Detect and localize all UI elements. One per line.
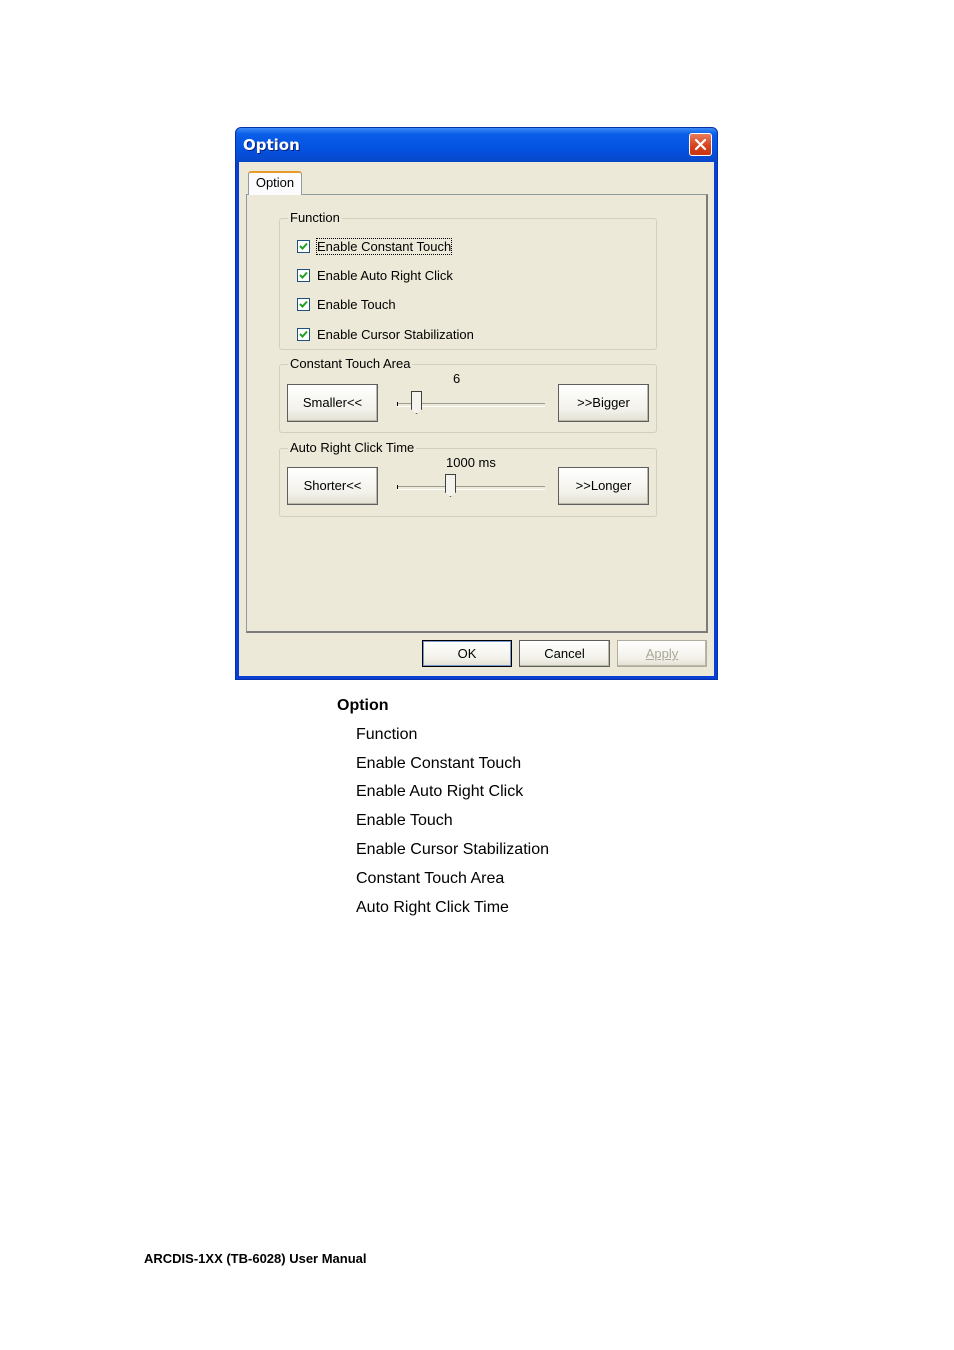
constant-touch-area-label: Constant Touch Area bbox=[290, 356, 411, 371]
auto-right-click-time-value: 1000 ms bbox=[446, 455, 496, 470]
enable-touch-checkbox[interactable] bbox=[297, 298, 310, 311]
close-icon bbox=[694, 138, 707, 151]
slider-tick bbox=[397, 485, 398, 489]
auto-right-click-time-group bbox=[279, 440, 657, 517]
option-dialog bbox=[235, 127, 718, 680]
dialog-client-area bbox=[239, 162, 714, 676]
check-icon bbox=[299, 300, 308, 309]
page-footer: ARCDIS-1XX (TB-6028) User Manual bbox=[144, 1251, 367, 1266]
list-item: Enable Constant Touch bbox=[356, 755, 522, 772]
ok-button[interactable]: OK bbox=[422, 640, 512, 667]
constant-touch-area-value: 6 bbox=[453, 371, 461, 386]
constant-touch-area-group bbox=[279, 356, 657, 433]
tab-panel bbox=[246, 194, 708, 633]
enable-auto-right-click-checkbox[interactable] bbox=[297, 269, 310, 282]
auto-right-click-time-label: Auto Right Click Time bbox=[290, 440, 415, 455]
list-item: Auto Right Click Time bbox=[356, 899, 509, 916]
title-bar[interactable] bbox=[236, 128, 717, 162]
list-item: Function bbox=[356, 726, 418, 743]
cancel-button[interactable]: Cancel bbox=[519, 640, 610, 667]
slider-track bbox=[397, 486, 545, 490]
checkbox-row-touch[interactable] bbox=[297, 295, 396, 313]
figure-caption: Option bbox=[337, 697, 389, 714]
enable-auto-right-click-label: Enable Auto Right Click bbox=[317, 267, 453, 283]
slider-thumb[interactable] bbox=[411, 391, 422, 414]
list-item: Enable Auto Right Click bbox=[356, 783, 524, 800]
slider-thumb[interactable] bbox=[445, 474, 456, 497]
close-button[interactable] bbox=[689, 133, 712, 156]
checkbox-row-constant-touch[interactable] bbox=[297, 237, 451, 255]
enable-touch-label: Enable Touch bbox=[317, 296, 396, 312]
list-item: Enable Cursor Stabilization bbox=[356, 841, 549, 858]
enable-constant-touch-checkbox[interactable] bbox=[297, 240, 310, 253]
smaller-button[interactable]: Smaller<< bbox=[287, 384, 378, 422]
enable-constant-touch-label: Enable Constant Touch bbox=[317, 238, 452, 254]
bigger-button[interactable]: >>Bigger bbox=[558, 384, 649, 422]
slider-tick bbox=[397, 402, 398, 406]
check-icon bbox=[299, 271, 308, 280]
list-item: Enable Touch bbox=[356, 812, 453, 829]
check-icon bbox=[299, 242, 308, 251]
dialog-title: Option bbox=[243, 136, 300, 154]
checkbox-row-cursor-stabilization[interactable] bbox=[297, 325, 474, 343]
function-group bbox=[279, 210, 657, 350]
constant-touch-area-slider[interactable] bbox=[397, 389, 545, 419]
checkbox-row-auto-right-click[interactable] bbox=[297, 266, 453, 284]
shorter-button[interactable]: Shorter<< bbox=[287, 467, 378, 505]
function-group-label: Function bbox=[290, 210, 340, 225]
enable-cursor-stabilization-label: Enable Cursor Stabilization bbox=[317, 326, 474, 342]
list-item: Constant Touch Area bbox=[356, 870, 505, 887]
check-icon bbox=[299, 330, 308, 339]
longer-button[interactable]: >>Longer bbox=[558, 467, 649, 505]
tab-option[interactable]: Option bbox=[248, 171, 302, 195]
enable-cursor-stabilization-checkbox[interactable] bbox=[297, 328, 310, 341]
auto-right-click-time-slider[interactable] bbox=[397, 472, 545, 502]
apply-button[interactable]: Apply bbox=[617, 640, 707, 667]
